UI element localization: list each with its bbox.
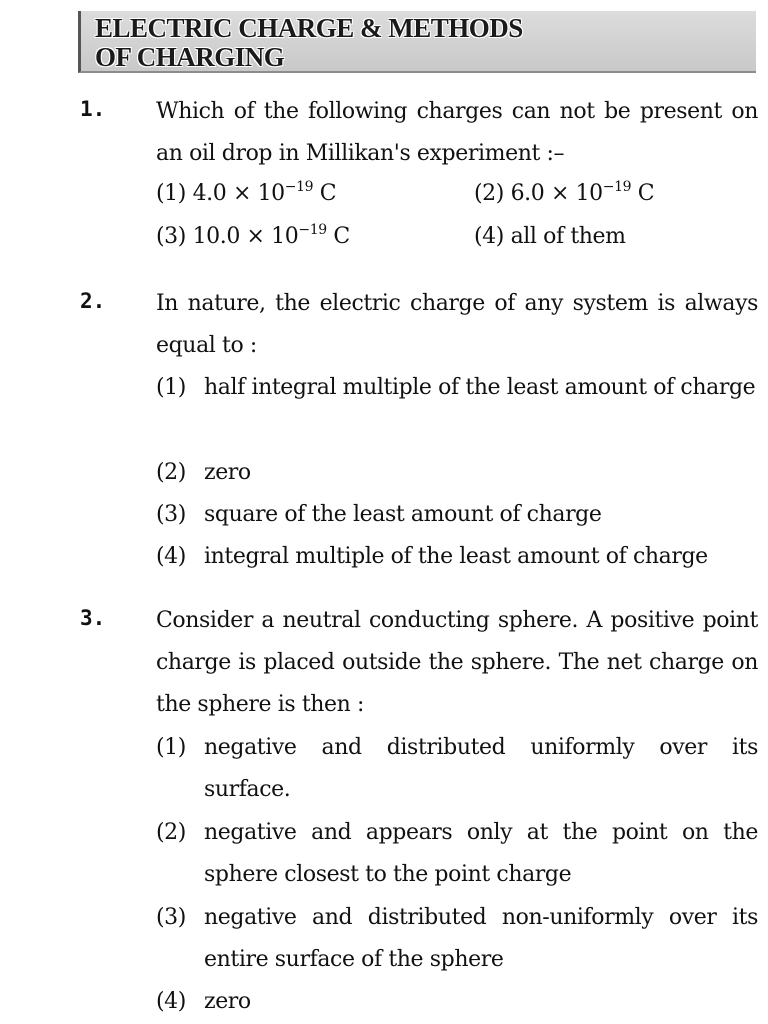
option-unit: C: [631, 181, 655, 206]
section-title: [95, 14, 523, 72]
option-label: (3): [156, 224, 186, 249]
option-unit: C: [313, 181, 337, 206]
option-text: square of the least amount of charge: [204, 502, 602, 527]
option-text: zero: [204, 460, 251, 485]
option-unit: C: [326, 224, 350, 249]
question-1-option-4[interactable]: [474, 216, 626, 258]
section-header: [78, 11, 756, 73]
option-mantissa: 6.0 × 10: [510, 181, 603, 206]
option-exponent: −19: [602, 179, 632, 195]
option-text: negative and appears only at the point on the sphere closest to the point charge: [204, 820, 758, 887]
question-2-text: In nature, the electric charge of any system is always equal to :: [156, 291, 758, 358]
option-text: negative and distributed uniformly over its surface.: [204, 735, 758, 802]
option-text: half integral multiple of the least amount of charge: [204, 375, 756, 400]
option-label: (2): [156, 820, 186, 845]
question-1-option-3[interactable]: [156, 216, 350, 258]
option-label: (1): [156, 735, 186, 760]
option-label: (2): [474, 181, 504, 206]
question-1-number: 1.: [80, 97, 106, 121]
option-label: (1): [156, 375, 186, 400]
section-title-line-2: OF CHARGING: [95, 42, 285, 72]
option-label: (4): [156, 544, 186, 569]
option-text: negative and distributed non-uniformly over its entire surface of the sphere: [204, 905, 758, 972]
question-1-text: Which of the following charges can not be present on an oil drop in Millikan's experiment :–: [156, 99, 758, 166]
question-3-number: 3.: [80, 606, 106, 630]
option-mantissa: 4.0 × 10: [192, 181, 285, 206]
option-label: (3): [156, 905, 186, 930]
option-text: zero: [204, 989, 251, 1014]
question-1-option-2[interactable]: [474, 173, 654, 215]
option-label: (1): [156, 181, 186, 206]
option-label: (2): [156, 460, 186, 485]
question-1-option-1[interactable]: [156, 173, 336, 215]
option-text: all of them: [510, 224, 626, 249]
option-exponent: −19: [284, 179, 314, 195]
option-text: integral multiple of the least amount of charge: [204, 544, 708, 569]
question-3-text: Consider a neutral conducting sphere. A positive point charge is placed outside the sphere. The net charge on the sphere is then :: [156, 608, 758, 717]
option-label: (4): [156, 989, 186, 1014]
question-2-number: 2.: [80, 289, 106, 313]
section-title-line-1: ELECTRIC CHARGE & METHODS: [95, 13, 523, 43]
option-label: (4): [474, 224, 504, 249]
option-exponent: −19: [298, 222, 327, 238]
option-mantissa: 10.0 × 10: [192, 224, 299, 249]
option-label: (3): [156, 502, 186, 527]
